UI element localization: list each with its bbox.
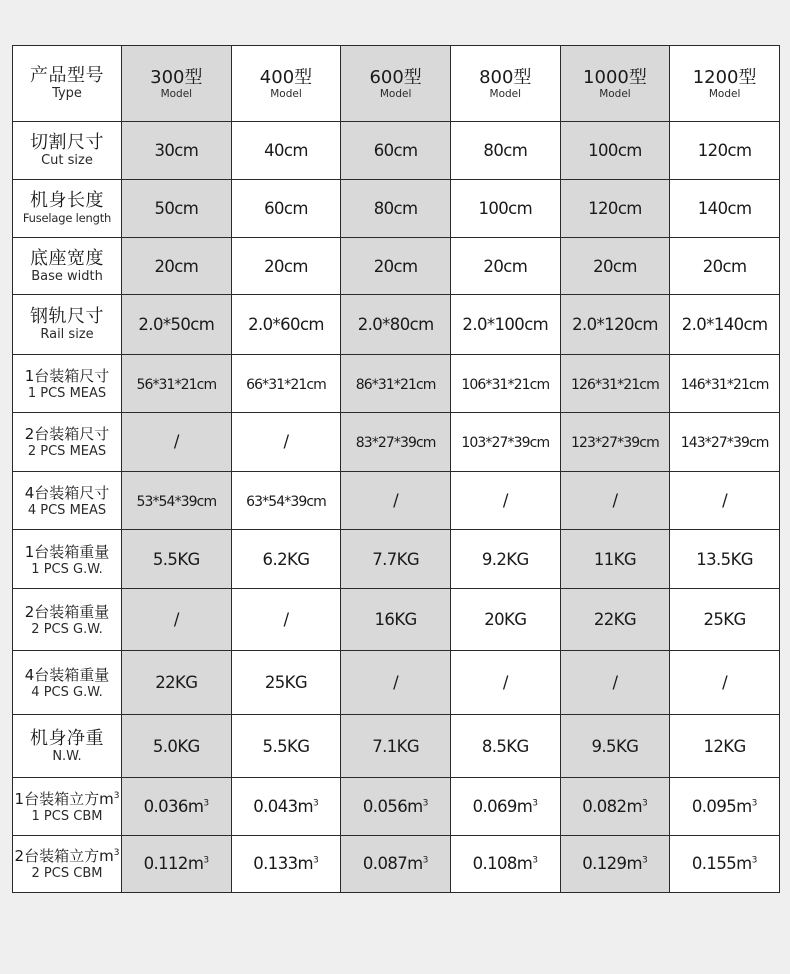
row-label-cn-text: 2台装箱尺寸 xyxy=(24,425,110,444)
value-cell xyxy=(231,412,341,471)
value-text: 0.155m xyxy=(691,854,752,874)
value-text: / xyxy=(173,610,179,630)
value-cell xyxy=(341,122,451,180)
value-text: 5.5KG xyxy=(152,549,200,569)
value-cell xyxy=(122,777,232,835)
value-text: 100cm xyxy=(478,199,533,219)
value-text: 20cm xyxy=(373,256,418,276)
value-cell xyxy=(670,715,780,777)
model-sub: Model xyxy=(708,87,741,100)
row-label-cell xyxy=(13,777,122,835)
value-text: / xyxy=(502,490,508,510)
value-cell xyxy=(341,529,451,588)
value-cell xyxy=(560,295,670,354)
value-text: 60cm xyxy=(373,141,418,161)
value-cell xyxy=(122,412,232,471)
value-cell xyxy=(450,589,560,651)
table-row xyxy=(13,589,780,651)
row-label-cell xyxy=(13,295,122,354)
table-row xyxy=(13,471,780,529)
value-text: 0.087m xyxy=(362,854,423,874)
value-text: 22KG xyxy=(155,673,198,693)
value-text: 0.043m xyxy=(253,796,313,816)
value-unit-sup: 3 xyxy=(532,798,539,809)
value-text: 7.7KG xyxy=(372,549,420,569)
value-cell xyxy=(450,180,560,238)
value-text: 120cm xyxy=(697,141,752,161)
value-text: 5.5KG xyxy=(262,736,310,756)
row-label-cn xyxy=(13,602,121,622)
value-unit-sup: 3 xyxy=(312,856,319,867)
spec-table xyxy=(12,45,780,893)
value-cell xyxy=(560,412,670,471)
row-label-cn xyxy=(13,249,121,269)
row-label-cell xyxy=(13,589,122,651)
value-text: 80cm xyxy=(483,141,528,161)
row-label-en: Rail size xyxy=(40,326,94,342)
row-label-en: 4 PCS MEAS xyxy=(27,502,107,518)
value-text: 0.056m xyxy=(362,796,423,816)
value-cell xyxy=(122,122,232,180)
value-text: 56*31*21cm xyxy=(136,376,217,393)
value-text: / xyxy=(722,673,728,693)
row-label-cn-text: 2台装箱重量 xyxy=(24,603,110,622)
value-cell xyxy=(450,471,560,529)
value-cell xyxy=(450,777,560,835)
model-sub: Model xyxy=(160,87,193,100)
value-cell xyxy=(231,471,341,529)
value-text: 25KG xyxy=(703,610,746,630)
value-text: 0.108m xyxy=(472,854,533,874)
value-text: 0.036m xyxy=(143,796,204,816)
type-label-en: Type xyxy=(52,86,82,101)
value-cell xyxy=(450,295,560,354)
value-text: 140cm xyxy=(697,199,752,219)
row-label-cn-text: 钢轨尺寸 xyxy=(30,305,104,327)
row-label-en: 1 PCS G.W. xyxy=(31,561,103,577)
value-cell xyxy=(231,354,341,412)
value-cell xyxy=(122,715,232,777)
value-cell xyxy=(122,529,232,588)
value-text: 0.095m xyxy=(691,796,752,816)
value-text: 22KG xyxy=(593,610,637,630)
value-text: 16KG xyxy=(374,610,417,630)
value-cell xyxy=(450,529,560,588)
row-label-cn-text: 机身净重 xyxy=(30,727,104,749)
row-label-cn xyxy=(13,846,121,866)
value-text: 100cm xyxy=(588,141,642,161)
value-cell xyxy=(670,835,780,892)
value-cell xyxy=(231,295,341,354)
row-label-en: 2 PCS CBM xyxy=(31,866,103,882)
model-header-cell xyxy=(231,46,341,122)
value-cell xyxy=(122,180,232,238)
value-text: 120cm xyxy=(588,199,642,219)
model-name: 300型 xyxy=(150,66,203,88)
type-header-cell xyxy=(13,46,122,122)
value-text: 106*31*21cm xyxy=(461,376,550,393)
row-label-en: Cut size xyxy=(41,153,93,169)
value-cell xyxy=(450,835,560,892)
row-label-en: 1 PCS MEAS xyxy=(27,385,107,401)
value-unit-sup: 3 xyxy=(751,798,758,809)
value-text: 13.5KG xyxy=(696,549,753,569)
table-row xyxy=(13,835,780,892)
model-name: 400型 xyxy=(259,66,313,88)
row-label-cn-text: 1台装箱立方m xyxy=(14,789,114,808)
row-label-cell xyxy=(13,412,122,471)
value-text: / xyxy=(283,610,289,630)
value-text: 50cm xyxy=(154,199,199,219)
value-cell xyxy=(670,238,780,295)
value-cell xyxy=(231,835,341,892)
value-text: / xyxy=(612,673,618,693)
row-label-cn-text: 1台装箱尺寸 xyxy=(24,366,110,385)
value-cell xyxy=(560,471,670,529)
value-text: 143*27*39cm xyxy=(680,435,769,452)
value-cell xyxy=(122,835,232,892)
model-header-cell xyxy=(670,46,780,122)
value-unit-sup: 3 xyxy=(641,798,648,809)
value-text: 103*27*39cm xyxy=(461,435,550,452)
table-row xyxy=(13,295,780,354)
value-text: 12KG xyxy=(703,736,746,756)
row-label-cn xyxy=(13,133,121,153)
value-text: 6.2KG xyxy=(262,549,310,569)
value-cell xyxy=(341,180,451,238)
row-label-en: Fuselage length xyxy=(22,211,112,226)
value-cell xyxy=(560,180,670,238)
value-text: 40cm xyxy=(264,141,308,161)
value-text: 146*31*21cm xyxy=(680,376,769,393)
value-text: 30cm xyxy=(154,141,199,161)
model-header-cell xyxy=(122,46,232,122)
value-cell xyxy=(670,354,780,412)
value-cell xyxy=(450,354,560,412)
value-cell xyxy=(450,122,560,180)
value-cell xyxy=(560,835,670,892)
value-cell xyxy=(560,715,670,777)
row-label-en: 2 PCS MEAS xyxy=(27,444,107,460)
value-text: 9.2KG xyxy=(481,549,529,569)
value-text: 0.082m xyxy=(582,796,642,816)
model-name: 800型 xyxy=(479,66,532,88)
value-cell xyxy=(341,715,451,777)
value-cell xyxy=(231,180,341,238)
value-text: 20cm xyxy=(483,256,528,276)
table-row xyxy=(13,715,780,777)
row-label-cn-text: 机身长度 xyxy=(30,190,104,212)
type-label-cn: 产品型号 xyxy=(30,65,104,86)
row-label-en: N.W. xyxy=(52,748,82,764)
value-text: / xyxy=(612,490,618,510)
value-unit-sup: 3 xyxy=(532,856,539,867)
model-sub: Model xyxy=(379,87,412,100)
value-text: / xyxy=(393,673,399,693)
value-cell xyxy=(341,651,451,715)
value-cell xyxy=(122,589,232,651)
value-unit-sup: 3 xyxy=(312,798,319,809)
value-text: 2.0*60cm xyxy=(248,314,324,334)
model-header-cell xyxy=(560,46,670,122)
row-label-cn xyxy=(13,542,121,562)
row-label-cell xyxy=(13,238,122,295)
value-text: 53*54*39cm xyxy=(136,493,217,510)
value-cell xyxy=(670,412,780,471)
value-cell xyxy=(341,238,451,295)
value-cell xyxy=(231,122,341,180)
value-text: 0.112m xyxy=(143,854,204,874)
value-text: 123*27*39cm xyxy=(571,435,659,452)
value-cell xyxy=(670,471,780,529)
row-label-cn xyxy=(13,366,121,386)
value-text: 20cm xyxy=(593,256,637,276)
value-cell xyxy=(670,589,780,651)
model-name: 600型 xyxy=(369,66,422,88)
value-text: 0.129m xyxy=(582,854,642,874)
value-cell xyxy=(670,295,780,354)
row-label-cell xyxy=(13,529,122,588)
value-text: 20cm xyxy=(264,256,308,276)
row-label-cn-text: 4台装箱尺寸 xyxy=(24,483,110,502)
row-label-cell xyxy=(13,651,122,715)
value-cell xyxy=(560,529,670,588)
row-label-cn-text: 1台装箱重量 xyxy=(24,542,110,561)
value-text: 25KG xyxy=(264,673,308,693)
value-text: 11KG xyxy=(593,549,637,569)
row-label-cn xyxy=(13,191,121,211)
value-cell xyxy=(122,651,232,715)
value-text: 8.5KG xyxy=(481,736,529,756)
value-cell xyxy=(122,295,232,354)
table-row xyxy=(13,651,780,715)
value-unit-sup: 3 xyxy=(203,798,210,809)
value-cell xyxy=(560,651,670,715)
header-row xyxy=(13,46,780,122)
value-cell xyxy=(341,777,451,835)
value-cell xyxy=(560,238,670,295)
row-label-cell xyxy=(13,715,122,777)
model-header-cell xyxy=(450,46,560,122)
value-cell xyxy=(122,471,232,529)
model-name: 1200型 xyxy=(692,66,757,88)
value-text: 66*31*21cm xyxy=(246,376,326,393)
value-text: / xyxy=(283,432,289,452)
value-cell xyxy=(450,715,560,777)
value-text: 83*27*39cm xyxy=(355,435,436,452)
value-cell xyxy=(450,412,560,471)
value-cell xyxy=(450,651,560,715)
model-sub: Model xyxy=(489,87,522,100)
table-row xyxy=(13,412,780,471)
value-cell xyxy=(560,589,670,651)
model-sub: Model xyxy=(270,87,302,100)
value-text: 20cm xyxy=(702,256,747,276)
row-label-cn-text: 4台装箱重量 xyxy=(24,666,110,685)
value-cell xyxy=(560,122,670,180)
value-cell xyxy=(560,777,670,835)
value-unit-sup: 3 xyxy=(422,798,429,809)
row-label-cell xyxy=(13,180,122,238)
value-cell xyxy=(341,835,451,892)
value-cell xyxy=(670,777,780,835)
row-label-cn-text: 切割尺寸 xyxy=(30,132,104,154)
row-label-en: 4 PCS G.W. xyxy=(31,685,103,701)
model-header-cell xyxy=(341,46,451,122)
value-cell xyxy=(341,295,451,354)
row-label-cn xyxy=(13,665,121,685)
value-cell xyxy=(122,238,232,295)
value-cell xyxy=(231,589,341,651)
value-text: 60cm xyxy=(264,199,308,219)
value-cell xyxy=(450,238,560,295)
row-label-cn-sup: 3 xyxy=(113,848,120,859)
value-text: / xyxy=(393,490,399,510)
spec-table-body xyxy=(13,122,780,893)
value-cell xyxy=(122,354,232,412)
row-label-en: 1 PCS CBM xyxy=(31,808,103,824)
row-label-en: Base width xyxy=(31,268,103,284)
row-label-cell xyxy=(13,122,122,180)
value-cell xyxy=(231,777,341,835)
value-cell xyxy=(670,529,780,588)
row-label-cn xyxy=(13,424,121,444)
row-label-cell xyxy=(13,471,122,529)
row-label-cn-text: 底座宽度 xyxy=(30,247,104,269)
value-text: 80cm xyxy=(373,199,418,219)
row-label-en: 2 PCS G.W. xyxy=(31,622,103,638)
value-cell xyxy=(341,412,451,471)
value-cell xyxy=(231,715,341,777)
value-text: 126*31*21cm xyxy=(571,376,659,393)
row-label-cell xyxy=(13,354,122,412)
row-label-cn-sup: 3 xyxy=(113,790,120,801)
value-cell xyxy=(670,180,780,238)
value-unit-sup: 3 xyxy=(422,856,429,867)
value-text: 2.0*140cm xyxy=(681,314,768,334)
table-row xyxy=(13,180,780,238)
value-text: 20KG xyxy=(484,610,527,630)
value-cell xyxy=(231,529,341,588)
table-row xyxy=(13,354,780,412)
value-cell xyxy=(341,589,451,651)
row-label-cn-text: 2台装箱立方m xyxy=(14,847,114,866)
row-label-cn xyxy=(13,789,121,809)
value-cell xyxy=(670,122,780,180)
value-cell xyxy=(231,651,341,715)
model-sub: Model xyxy=(599,87,631,100)
value-unit-sup: 3 xyxy=(203,856,210,867)
table-row xyxy=(13,238,780,295)
table-row xyxy=(13,777,780,835)
table-row xyxy=(13,529,780,588)
value-text: 5.0KG xyxy=(152,736,200,756)
value-unit-sup: 3 xyxy=(751,856,758,867)
row-label-cn xyxy=(13,307,121,327)
value-unit-sup: 3 xyxy=(641,856,648,867)
row-label-cell xyxy=(13,835,122,892)
value-text: 0.069m xyxy=(472,796,533,816)
value-text: 2.0*50cm xyxy=(138,314,215,334)
value-text: / xyxy=(173,432,179,452)
value-cell xyxy=(670,651,780,715)
value-text: 2.0*80cm xyxy=(357,314,434,334)
value-text: 0.133m xyxy=(253,854,313,874)
value-text: / xyxy=(502,673,508,693)
value-text: 63*54*39cm xyxy=(246,493,326,510)
value-cell xyxy=(341,471,451,529)
value-cell xyxy=(560,354,670,412)
value-text: 2.0*100cm xyxy=(462,314,549,334)
table-row xyxy=(13,122,780,180)
value-text: 7.1KG xyxy=(372,736,420,756)
value-text: / xyxy=(722,490,728,510)
value-text: 2.0*120cm xyxy=(572,314,658,334)
value-cell xyxy=(341,354,451,412)
value-text: 20cm xyxy=(154,256,199,276)
value-cell xyxy=(231,238,341,295)
value-text: 9.5KG xyxy=(591,736,639,756)
model-name: 1000型 xyxy=(583,66,647,88)
value-text: 86*31*21cm xyxy=(355,376,436,393)
row-label-cn xyxy=(13,729,121,749)
row-label-cn xyxy=(13,483,121,503)
